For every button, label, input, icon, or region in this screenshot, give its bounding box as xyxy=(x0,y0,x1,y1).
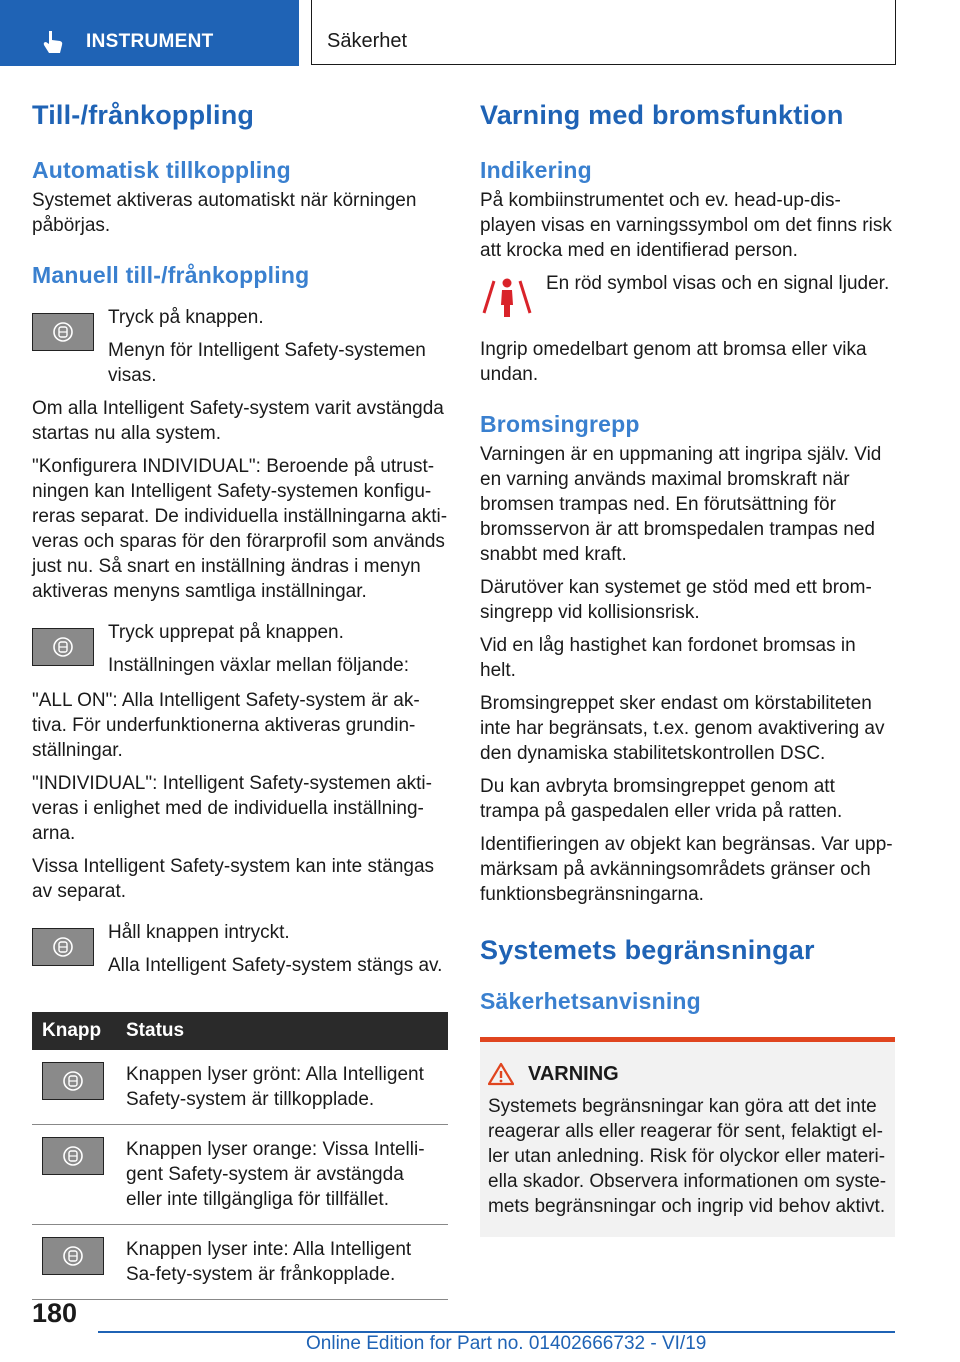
safety-button-image xyxy=(32,628,94,666)
section-header xyxy=(311,0,896,65)
section-heading-brake-warning: Varning med bromsfunktion xyxy=(480,100,844,130)
subheading-braking: Bromsingrepp xyxy=(480,411,640,437)
step1-line2: Menyn för Intelligent Safety-systemen visas. xyxy=(108,340,426,386)
table-cell-status: Knappen lyser orange: Vissa Intelli-gent Safety-system är avstängda eller inte tillgängliga för tillfället. xyxy=(116,1125,448,1225)
safety-button-image xyxy=(32,313,94,351)
table-row xyxy=(32,1225,448,1300)
table-row xyxy=(32,1125,448,1225)
safety-button-icon xyxy=(62,1245,84,1267)
auto-text: Systemet aktiveras automatiskt när körningen påbörjas. xyxy=(32,190,417,236)
hand-pointer-icon xyxy=(40,29,66,55)
braking-p1: Varningen är en uppmaning att ingripa själv. Vid en varning används maximal bromskraft när bromsen trampas ned. En förutsättning för bromsservon är att bromspedalen trampas ned snabbt med kraft. xyxy=(480,444,882,565)
braking-p5: Du kan avbryta bromsingreppet genom att trampa på gaspedalen eller vrida på ratten. xyxy=(480,776,843,822)
manual-p2: "Konfigurera INDIVIDUAL": Beroende på utrust-ningen kan Intelligent Safety-systemen konfigu-reras separat. De individuella inställningarna akti-veras och sparas för den förarprofil som används just nu. Så snart en inställning ändras i menyn aktiveras menyns samtliga inställningar. xyxy=(32,456,448,602)
safety-button-image xyxy=(42,1137,104,1175)
section-title: Säkerhet xyxy=(327,30,408,52)
manual-p3: "ALL ON": Alla Intelligent Safety-system är ak-tiva. För underfunktionerna aktiveras grundin-ställningar. xyxy=(32,690,420,761)
table-cell-status: Knappen lyser grönt: Alla Intelligent Safety-system är tillkopplade. xyxy=(116,1050,448,1125)
step-press-repeatedly xyxy=(32,620,448,688)
manual-p4: "INDIVIDUAL": Intelligent Safety-systemen akti-veras i enlighet med de individuella inställning-arna. xyxy=(32,773,432,844)
warning-box xyxy=(480,1037,895,1237)
table-header-status: Status xyxy=(116,1012,448,1050)
braking-p3: Vid en låg hastighet kan fordonet bromsas in helt. xyxy=(480,635,856,681)
braking-p4: Bromsingreppet sker endast om körstabiliteten inte har begränsats, t.ex. genom avaktivering av den dynamiska stabilitetskontrollen DSC. xyxy=(480,693,885,764)
edition-footer: Online Edition for Part no. 01402666732 - VI/19 xyxy=(306,1333,707,1354)
step3-line2: Alla Intelligent Safety-system stängs av. xyxy=(108,955,443,976)
safety-button-icon xyxy=(62,1070,84,1092)
safety-button-image xyxy=(32,928,94,966)
safety-button-icon xyxy=(62,1145,84,1167)
safety-button-icon xyxy=(52,936,74,958)
pedestrian-symbol-row xyxy=(480,271,895,337)
left-column xyxy=(32,100,448,1300)
manual-p1: Om alla Intelligent Safety-system varit avstängda startas nu alla system. xyxy=(32,398,444,444)
subheading-indication: Indikering xyxy=(480,157,592,183)
step2-line2: Inställningen växlar mellan följande: xyxy=(108,655,410,676)
subheading-auto: Automatisk tillkoppling xyxy=(32,157,291,183)
braking-p6: Identifieringen av objekt kan begränsas. Var upp-märksam på avkänningsområdets gränser och funktionsbegränsningarna. xyxy=(480,834,893,905)
chapter-tab-label: INSTRUMENT xyxy=(86,31,214,52)
section-heading-toggle: Till-/frånkoppling xyxy=(32,100,255,130)
indication-after: Ingrip omedelbart genom att bromsa eller vika undan. xyxy=(480,339,867,385)
subheading-manual: Manuell till-/frånkoppling xyxy=(32,262,310,288)
safety-button-icon xyxy=(52,321,74,343)
right-column xyxy=(480,100,895,1237)
warning-text: Systemets begränsningar kan göra att det inte reagerar alls eller reagerar för sent, felaktigt el-ler utan anledning. Risk för olyckor eller materi-ella skador. Observera informationen om syste-mets begränsningar och ingrip vid behov aktivt. xyxy=(488,1096,887,1217)
pedestrian-warning-icon xyxy=(480,273,534,321)
warning-triangle-icon xyxy=(488,1062,514,1086)
table-header-button: Knapp xyxy=(32,1012,116,1050)
page-number: 180 xyxy=(32,1298,78,1328)
step-press-button xyxy=(32,305,448,388)
section-heading-limits: Systemets begränsningar xyxy=(480,935,815,965)
safety-button-image xyxy=(42,1237,104,1275)
step-hold-button xyxy=(32,920,448,988)
warning-title: VARNING xyxy=(528,1062,619,1085)
table-row xyxy=(32,1050,448,1125)
manual-p5: Vissa Intelligent Safety-system kan inte stängas av separat. xyxy=(32,856,435,902)
safety-button-icon xyxy=(52,636,74,658)
symbol-text: En röd symbol visas och en signal ljuder. xyxy=(546,273,890,294)
step2-line1: Tryck upprepat på knappen. xyxy=(108,622,344,643)
button-status-table xyxy=(32,1012,448,1300)
step1-line1: Tryck på knappen. xyxy=(108,307,264,328)
subheading-safety-note: Säkerhetsanvisning xyxy=(480,988,701,1014)
chapter-tab[interactable] xyxy=(0,0,299,66)
step3-line1: Håll knappen intryckt. xyxy=(108,922,290,943)
braking-p2: Därutöver kan systemet ge stöd med ett brom-singrepp vid kollisionsrisk. xyxy=(480,577,872,623)
table-cell-status: Knappen lyser inte: Alla Intelligent Sa-fety-system är frånkopplade. xyxy=(116,1225,448,1300)
indication-text: På kombiinstrumentet och ev. head-up-dis-playen visas en varningssymbol om det finns risk att krocka med en identifierad person. xyxy=(480,190,892,261)
safety-button-image xyxy=(42,1062,104,1100)
